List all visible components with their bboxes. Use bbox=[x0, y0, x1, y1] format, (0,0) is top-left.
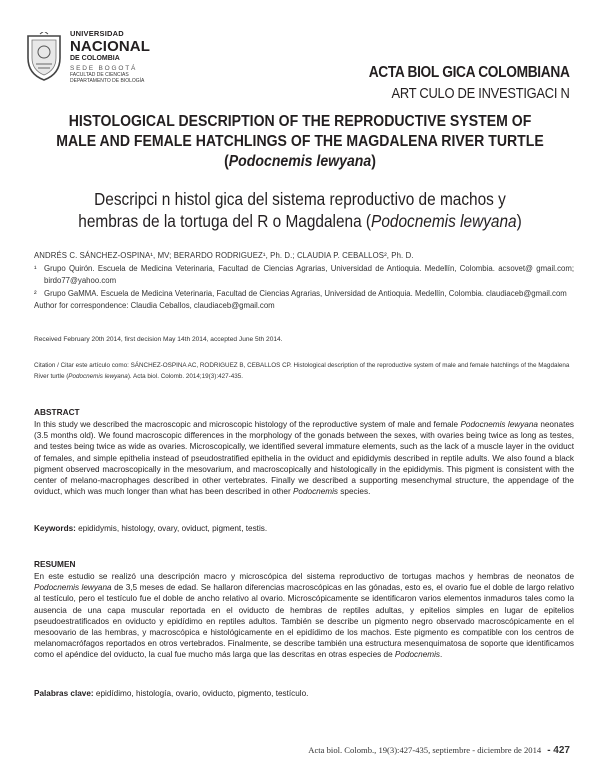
affiliation-2-marker: ² bbox=[34, 288, 37, 298]
affiliation-2 bbox=[34, 288, 574, 301]
keywords-list: epididymis, histology, ovary, oviduct, pigment, testis. bbox=[75, 524, 268, 533]
journal-name: ACTA BIOL GICA COLOMBIANA bbox=[369, 64, 570, 81]
university-logo-text bbox=[70, 30, 170, 84]
affiliation-1-text: Grupo Quirón. Escuela de Medicina Veterinaria, Facultad de Ciencias Agrarias, Universidad de Antioquia. Medellín, Colombia. acsovet@ gmail.com; birdo77@yahoo.com bbox=[44, 263, 574, 285]
authors-block bbox=[34, 250, 574, 313]
title-english-line-3 bbox=[45, 152, 555, 172]
article-type: ART CULO DE INVESTIGACI N bbox=[391, 85, 570, 102]
title-spanish-line-1: Descripci n histol gica del sistema reproductivo de machos y bbox=[94, 189, 506, 209]
logo-line-1: UNIVERSIDAD bbox=[70, 29, 124, 38]
citation-source: ). Acta biol. Colomb. 2014;19(3):427-435. bbox=[127, 373, 243, 380]
logo-line-2: NACIONAL bbox=[70, 37, 150, 55]
citation-text: Citation / Citar este artículo como: SÁNCHEZ-OSPINA AC, RODRIGUEZ B, CEBALLOS CP. Histological description of the reproductive system of male and female hatchlings of the Magdalena River turtle ( bbox=[34, 362, 570, 380]
paren-open: ( bbox=[224, 153, 229, 170]
correspondence: Author for correspondence: Claudia Ceballos, claudiaceb@gmail.com bbox=[34, 301, 275, 310]
citation bbox=[34, 360, 574, 382]
logo-line-6: DEPARTAMENTO DE BIOLOGÍA bbox=[70, 78, 145, 84]
affiliation-1-marker: ¹ bbox=[34, 263, 37, 273]
species-name: Podocnemis lewyana bbox=[68, 373, 128, 380]
title-english bbox=[45, 112, 555, 172]
keywords-label: Keywords: bbox=[34, 524, 76, 533]
resumen-text bbox=[34, 571, 574, 661]
logo-line-5: FACULTAD DE CIENCIAS bbox=[70, 72, 129, 78]
footer-citation: Acta biol. Colomb., 19(3):427-435, septiembre - diciembre de 2014 bbox=[308, 745, 542, 755]
resumen-part-1: En este estudio se realizó una descripción macro y microscópica del sistema reproductivo de tortugas machos y hembras de neonatos de bbox=[34, 572, 574, 581]
affiliation-1 bbox=[34, 263, 574, 288]
title-english-line-2: MALE AND FEMALE HATCHLINGS OF THE MAGDALENA RIVER TURTLE bbox=[56, 133, 544, 150]
received-dates: Received February 20th 2014, first decision May 14th 2014, accepted June 5th 2014. bbox=[34, 336, 283, 343]
keywords-english bbox=[34, 524, 267, 533]
keywords-spanish bbox=[34, 689, 308, 698]
resumen-part-3: . bbox=[439, 650, 443, 660]
shield-icon bbox=[24, 32, 64, 82]
author-names: ANDRÉS C. SÁNCHEZ-OSPINA¹, MV; BERARDO RODRIGUEZ¹, Ph. D.; CLAUDIA P. CEBALLOS², Ph. D. bbox=[34, 251, 414, 260]
palabras-clave-list: epidídimo, histología, ovario, oviducto, pigmento, testículo. bbox=[93, 689, 309, 698]
logo-line-3: DE COLOMBIA bbox=[70, 54, 120, 62]
species-name: Podocnemis lewyana bbox=[371, 211, 517, 231]
resumen-part-2: de 3,5 meses de edad. Se hallaron diferencias macroscópicas en las gónadas, esto es, el ovario fue el doble de largo relativo al testículo, pero el testículo fue el doble de ancho relativo al ovario. Microscópicamente se identificaron varios elementos inmaduros tales como la ausencia de una capa muscular reportada en el oviducto de hembras de reptiles adultas, y epitelios simples en lugar de epitelios pseudoestratificados en oviducto y epidídimo en reptiles adultos. También se describe un pigmento negro observado macroscópicamente en el mesoovario de las hembras, y macroscópica e histológicamente en el epidídimo de los machos. Este pigmento es compatible con los centros de melanomacrófagos reportados en otros vertebrados. Finalmente, se describe también una estructura mesenquimatosa de soporte que identificamos como el apéndice del oviducto, la cual fue mucho más larga que las descritas en otras especies de bbox=[34, 583, 574, 660]
paren-close: ) bbox=[371, 153, 376, 170]
species-name: Podocnemis lewyana bbox=[228, 153, 372, 170]
genus-name: Podocnemis bbox=[292, 487, 339, 497]
palabras-clave-label: Palabras clave: bbox=[34, 689, 94, 698]
affiliation-2-text: Grupo GaMMA. Escuela de Medicina Veterinaria, Facultad de Ciencias Agrarias, Universidad de Antioquia. Medellín, Colombia. claudiaceb@gmail.com bbox=[44, 288, 567, 298]
abstract-heading: ABSTRACT bbox=[34, 407, 80, 417]
abstract-part-1: In this study we described the macroscopic and microscopic histology of the reproductive system of male and female bbox=[34, 420, 461, 429]
paren-close: ) bbox=[516, 211, 522, 231]
title-english-line-1: HISTOLOGICAL DESCRIPTION OF THE REPRODUCTIVE SYSTEM OF bbox=[68, 113, 532, 130]
abstract-part-2: neonates (3.5 months old). We found macroscopic differences in the morphology of the gonads between the sexes, with ovaries being twice as long as testes, and testes being twice as wide as ovaries. Microscopically, we identified several immature elements, such as the lack of a muscle layer in the oviduct of females, and simple epithelia instead of pseudostratified epithelia in the oviduct and epididymis described in reptile adults. We also found a black pigment observed macroscopically in the mesovarium, and macroscopically and histologically in the epididymis. This pigment is consistent with the center of melano-macrophages described in other vertebrates. Finally we described a supporting mesenchymal structure, the appendage of the oviduct, which was much longer than what has been described in other bbox=[34, 420, 575, 497]
resumen-heading: RESUMEN bbox=[34, 559, 76, 569]
species-name: Podocnemis lewyana bbox=[34, 583, 112, 593]
journal-header bbox=[336, 64, 570, 102]
title-spanish-line-2 bbox=[45, 210, 555, 232]
title-spanish bbox=[45, 188, 555, 232]
logo-line-4: SEDE BOGOTÁ bbox=[70, 64, 138, 72]
page-number: - 427 bbox=[547, 745, 570, 756]
species-name: Podocnemis lewyana bbox=[460, 420, 538, 429]
university-logo bbox=[24, 30, 164, 94]
abstract-part-3: species. bbox=[338, 487, 371, 497]
title-spanish-line-2-text: hembras de la tortuga del R o Magdalena ( bbox=[78, 211, 372, 231]
page-footer bbox=[308, 745, 570, 756]
genus-name: Podocnemis bbox=[394, 650, 440, 660]
abstract-text bbox=[34, 419, 574, 497]
